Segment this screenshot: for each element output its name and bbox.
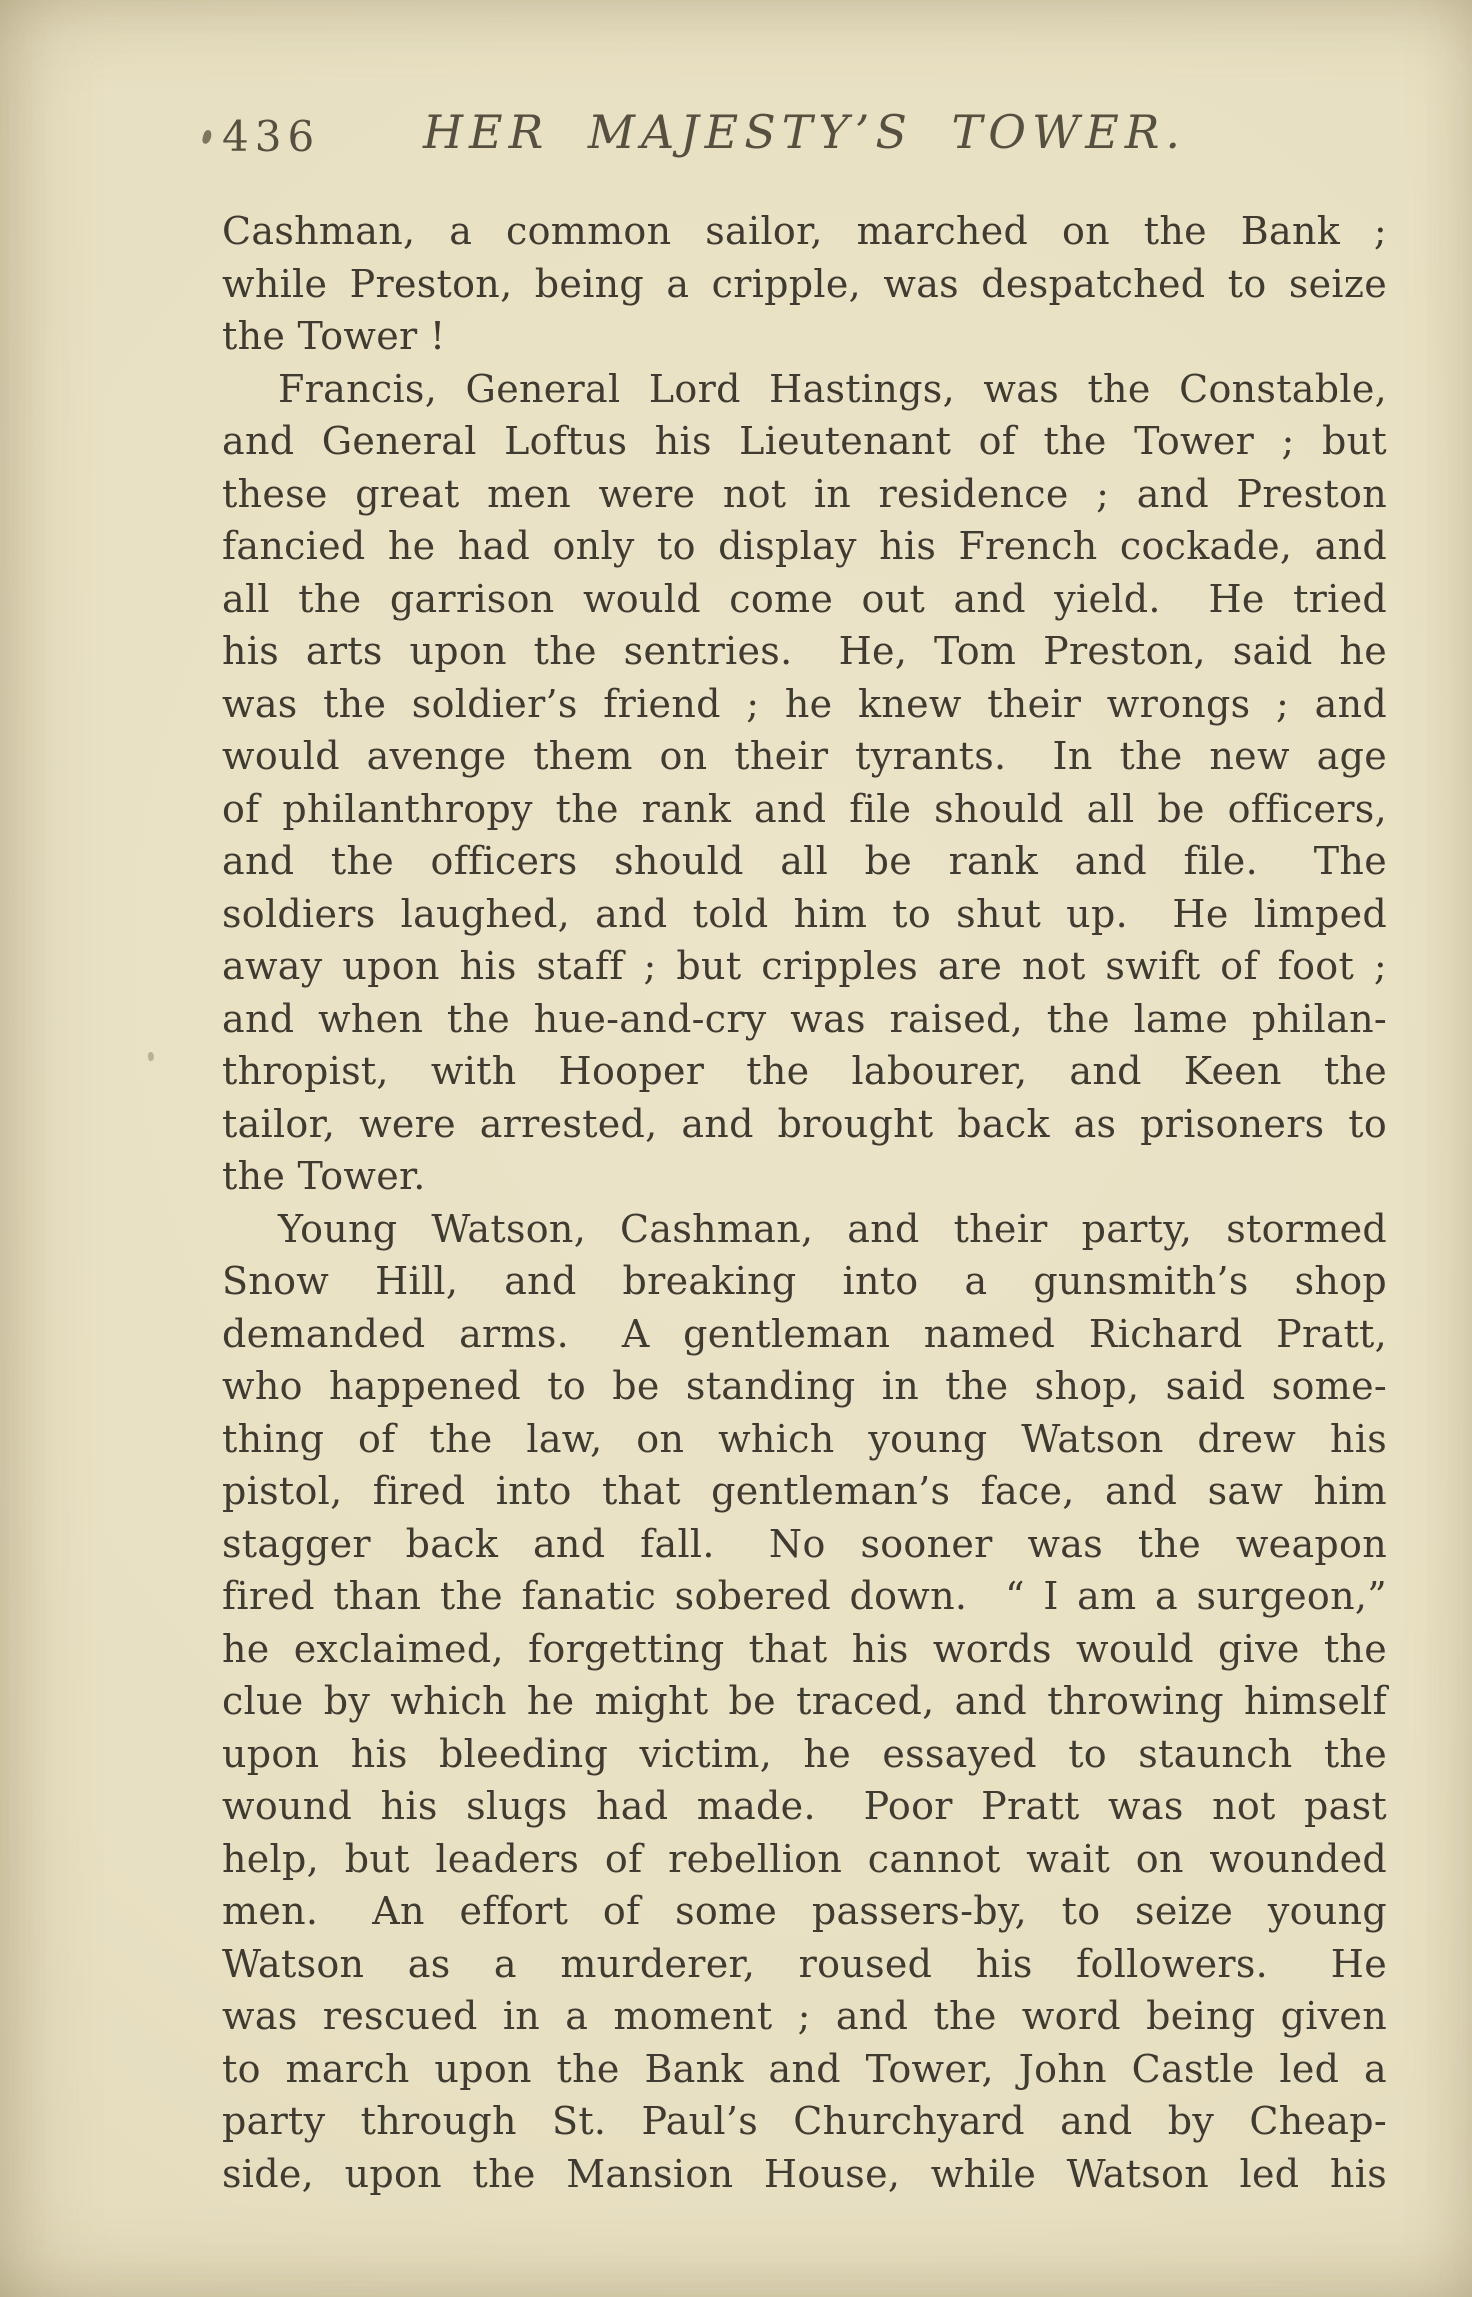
- text-line: stagger back and fall. No sooner was the weapon: [222, 1521, 1387, 1566]
- text-line: thing of the law, on which young Watson drew his: [222, 1416, 1387, 1461]
- text-line: his arts upon the sentries. He, Tom Preston, said he: [222, 629, 1387, 673]
- text-line: tailor, were arrested, and brought back as prisoners to: [222, 1101, 1387, 1146]
- paragraph: [222, 363, 1387, 1203]
- running-title: HER MAJESTY’S TOWER.: [422, 105, 1187, 159]
- text-line: the Tower.: [222, 1154, 426, 1198]
- text-line: upon his bleeding victim, he essayed to staunch the: [222, 1731, 1387, 1776]
- text-line: would avenge them on their tyrants. In the new age: [222, 734, 1387, 778]
- text-line: clue by which he might be traced, and throwing himself: [222, 1679, 1387, 1723]
- text-line: Cashman, a common sailor, marched on the Bank ;: [222, 209, 1387, 253]
- text-line: pistol, fired into that gentleman’s face, and saw him: [222, 1469, 1387, 1513]
- text-line: Young Watson, Cashman, and their party, stormed: [278, 1206, 1387, 1251]
- text-line: away upon his staff ; but cripples are not swift of foot ;: [222, 944, 1387, 988]
- text-block: [222, 205, 1387, 2200]
- text-line: who happened to be standing in the shop, said some-: [222, 1364, 1387, 1408]
- text-line: Watson as a murderer, roused his followers. He: [222, 1941, 1387, 1986]
- scan-speck: [201, 129, 212, 145]
- text-line: was the soldier’s friend ; he knew their wrongs ; and: [222, 681, 1387, 726]
- text-line: these great men were not in residence ; and Preston: [222, 471, 1387, 516]
- text-line: fired than the fanatic sobered down. “ I am a surgeon,”: [222, 1574, 1387, 1618]
- text-line: the Tower !: [222, 314, 446, 358]
- text-line: was rescued in a moment ; and the word being given: [222, 1994, 1387, 2038]
- text-line: men. An effort of some passers-by, to seize young: [222, 1889, 1387, 1933]
- text-line: party through St. Paul’s Churchyard and by Cheap-: [222, 2099, 1387, 2143]
- scan-speck: [147, 1052, 154, 1062]
- text-line: and the officers should all be rank and file. The: [222, 839, 1387, 883]
- page-header: [222, 102, 1387, 182]
- text-line: wound his slugs had made. Poor Pratt was not past: [222, 1784, 1387, 1828]
- text-line: Snow Hill, and breaking into a gunsmith’s shop: [222, 1259, 1387, 1303]
- page-number: 436: [222, 112, 321, 161]
- text-line: soldiers laughed, and told him to shut up. He limped: [222, 891, 1387, 936]
- text-line: demanded arms. A gentleman named Richard Pratt,: [222, 1311, 1387, 1356]
- text-line: fancied he had only to display his French cockade, and: [222, 524, 1387, 568]
- text-line: thropist, with Hooper the labourer, and Keen the: [222, 1049, 1387, 1093]
- text-line: help, but leaders of rebellion cannot wait on wounded: [222, 1836, 1387, 1881]
- text-line: of philanthropy the rank and file should all be officers,: [222, 786, 1387, 831]
- text-line: while Preston, being a cripple, was despatched to seize: [222, 261, 1387, 306]
- text-line: he exclaimed, forgetting that his words would give the: [222, 1626, 1387, 1671]
- text-line: all the garrison would come out and yield. He tried: [222, 576, 1387, 621]
- text-line: Francis, General Lord Hastings, was the Constable,: [278, 366, 1387, 411]
- text-line: and when the hue-and-cry was raised, the lame philan-: [222, 996, 1387, 1041]
- text-line: side, upon the Mansion House, while Watson led his: [222, 2151, 1387, 2196]
- text-line: to march upon the Bank and Tower, John Castle led a: [222, 2046, 1387, 2091]
- paragraph: [222, 205, 1387, 363]
- paragraph: [222, 1203, 1387, 2201]
- text-line: and General Loftus his Lieutenant of the Tower ; but: [222, 419, 1387, 463]
